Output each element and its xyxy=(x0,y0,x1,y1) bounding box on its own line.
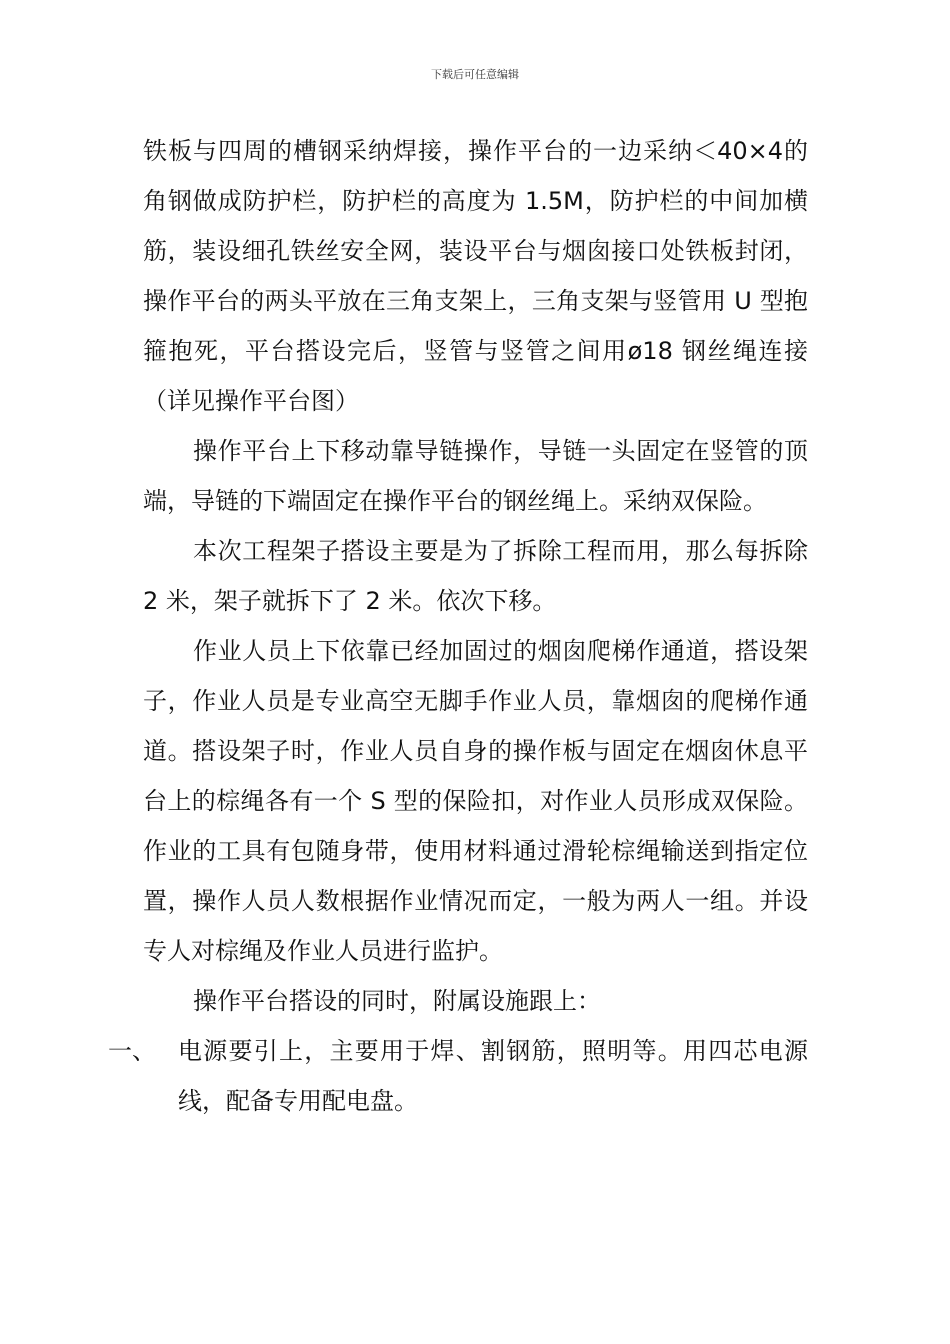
paragraph-demolition-scaffold: 本次工程架子搭设主要是为了拆除工程而用，那么每拆除 2 米，架子就拆下了 2 米。依次下移。 xyxy=(143,537,808,615)
paragraph-platform-construction: 铁板与四周的槽钢采纳焊接，操作平台的一边采纳＜40×4的角钢做成防护栏，防护栏的高度为 1.5M，防护栏的中间加横筋，装设细孔铁丝安全网，装设平台与烟囱接口处铁板封闭，操作平台的两头平放在三角支架上，三角支架与竖管用 U 型抱箍抱死，平台搭设完后，竖管与竖管之间用ø18 钢丝绳连接（详见操作平台图） xyxy=(143,137,808,415)
list-item-power-supply xyxy=(108,1026,808,1126)
document-body xyxy=(108,126,808,1126)
paragraph-workers-safety: 作业人员上下依靠已经加固过的烟囱爬梯作通道，搭设架子，作业人员是专业高空无脚手作业人员，靠烟囱的爬梯作通道。搭设架子时，作业人员自身的操作板与固定在烟囱休息平台上的棕绳各有一个 S 型的保险扣，对作业人员形成双保险。作业的工具有包随身带，使用材料通过滑轮棕绳输送到指定位置，操作人员人数根据作业情况而定，一般为两人一组。并设专人对棕绳及作业人员进行监护。 xyxy=(143,637,808,965)
paragraph-chain-hoist: 操作平台上下移动靠导链操作，导链一头固定在竖管的顶端，导链的下端固定在操作平台的钢丝绳上。采纳双保险。 xyxy=(143,437,808,515)
paragraph-auxiliary-facilities: 操作平台搭设的同时，附属设施跟上： xyxy=(193,987,601,1015)
page-header: 下载后可任意编辑 xyxy=(431,68,519,81)
list-item-text: 电源要引上，主要用于焊、割钢筋，照明等。用四芯电源线，配备专用配电盘。 xyxy=(178,1037,808,1115)
list-marker: 一、 xyxy=(108,1037,156,1065)
